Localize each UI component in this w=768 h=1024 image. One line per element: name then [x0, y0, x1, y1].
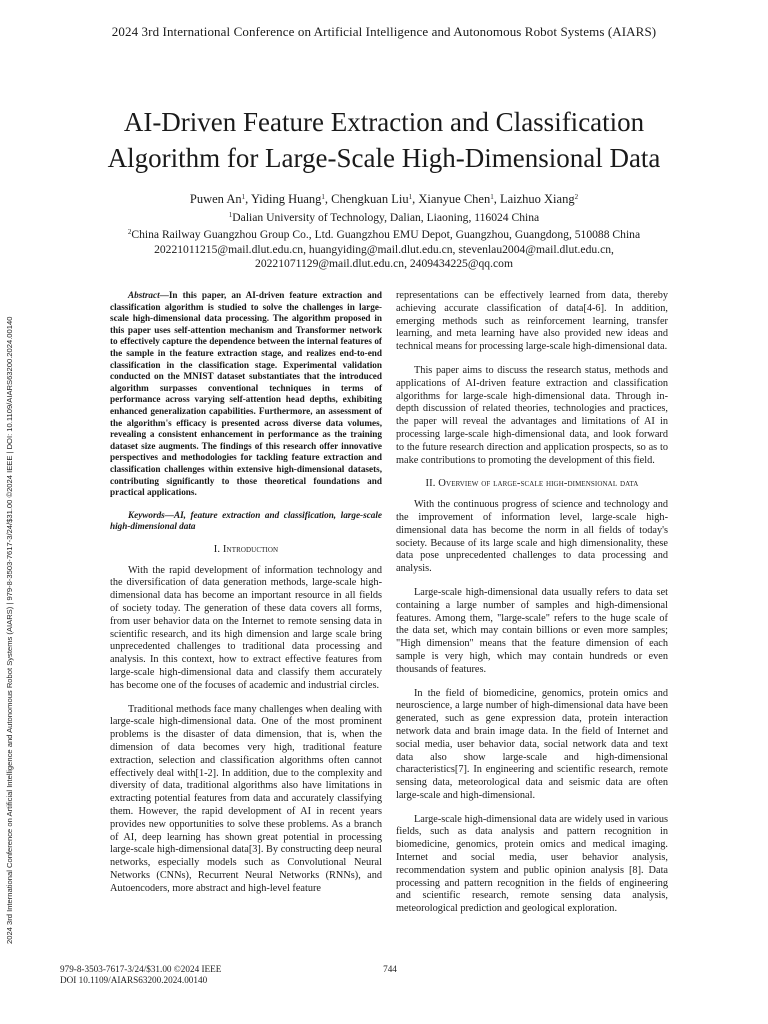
body-paragraph: Traditional methods face many challenges when dealing with large-scale high-dimensional data. One of the most prominent problems is the disaster of data dimension, that is, when the dimension of data becomes very high, traditional feature extraction, selection and classification algorithms often cannot effectively deal with[1-2]. In addition, due to the complexity and diversity of data, traditional algorithms also have limitations in extracting potential features from data and accurately classifying them. However, the rapid development of AI in recent years provides new opportunities to solve these problems. As a branch of AI, deep learning has shown great potential in processing large-scale high-dimensional data[3]. By constructing deep neural networks, especially models such as Convolutional Neural Networks (CNNs), Recurrent Neural Networks (RNNs), and Autoencoders, more abstract and high-level feature — [110, 703, 382, 894]
paper-title — [60, 104, 708, 176]
body-paragraph: Large-scale high-dimensional data usually refers to data set containing a large number of samples and high-dimensional features. Among them, "large-scale" refers to the huge scale of the data set, which may contain billions or even more samples; "High dimension" means that the feature dimension of each sample is very high, which may contain hundreds or even thousands of features. — [396, 586, 668, 675]
title-line-1: AI-Driven Feature Extraction and Classification — [123, 107, 645, 137]
left-column — [110, 290, 382, 907]
sidebar-copyright: 2024 3rd International Conference on Artificial Intelligence and Autonomous Robot Systems (AIARS) | 979-8-3503-7617-3/24/$31.00 ©2024 IEEE | DOI: 10.1109/AIARS63200.2024.00140 — [5, 316, 14, 944]
section-heading-overview: II. Overview of large-scale high-dimensional data — [425, 478, 639, 490]
right-column — [396, 290, 668, 927]
keywords-label: Keywords — [128, 509, 165, 520]
keywords-text: —AI, feature extraction and classification, large-scale high-dimensional data — [110, 509, 382, 532]
author-names: Puwen An$^1$, Yiding Huang$^1$, Chengkuan Liu$^1$, Xianyue Chen$^1$, Laizhuo Xiang$^2$ — [189, 192, 579, 206]
abstract-text: —In this paper, an AI-driven feature extraction and classification algorithm is studied to solve the challenges in large-scale high-dimensional data processing. The algorithm proposed in this paper uses self-attention mechanism and Transformer network to effectively capture the dependence between the internal features of the sample in the feature extraction stage, and realizes end-to-end classification in the classification stage. Experimental validation conducted on the MNIST dataset substantiates that the introduced algorithm surpasses conventional techniques in terms of performance across varying self-attention head depths, exhibiting enhanced generalization capabilities. Furthermore, an assessment of the algorithm's efficacy is presented across diverse data volumes, revealing a consistent enhancement in performance as the training dataset size augments. The findings of this research offer innovative perspectives and methodologies for tackling feature extraction and classification challenges within extensive high-dimensional datasets, contributing significantly to those theoretical foundations and practical applications. — [110, 290, 382, 498]
affiliation-1 — [60, 208, 708, 225]
section-heading-introduction: I. Introduction — [213, 543, 279, 555]
affiliation-2 — [60, 225, 708, 242]
author-name: Xianyue Chen — [418, 192, 491, 206]
author-emails-line-1: 20221011215@mail.dlut.edu.cn, huangyiding@mail.dlut.edu.cn, stevenlau2004@mail.dlut.edu.cn, — [154, 242, 614, 256]
affiliation-sup: 2 — [127, 228, 132, 237]
author-sup: 1 — [321, 193, 325, 201]
footer-identifiers — [60, 964, 221, 987]
body-paragraph: This paper aims to discuss the research status, methods and applications of AI-driven feature extraction and classification algorithms for large-scale high-dimensional data. Through in-depth discussion of related theories, technologies and practices, the paper will reveal the advantages and limitations of AI in processing large-scale high-dimensional data, and look forward to the future research direction and application prospects, so as to make contributions to promoting the development of this field. — [396, 364, 668, 466]
body-paragraph: With the rapid development of information technology and the diversification of data generation methods, large-scale high-dimensional data has become an important resource in all fields of society today. The generation of these data covers all forms, from user behavior data on the Internet to remote sensing data in scientific research, and its high dimension and large scale bring unprecedented challenges to traditional data processing and analysis. In this context, how to extract effective features from large-scale high-dimensional data and classify them accurately has become one of the focuses of academic and industrial circles. — [110, 564, 382, 691]
author-name: Puwen An — [189, 192, 242, 206]
affiliation-text: China Railway Guangzhou Group Co., Ltd. Guangzhou EMU Depot, Guangzhou, Guangdong, 510088 China — [131, 228, 641, 242]
title-line-2: Algorithm for Large-Scale High-Dimensional Data — [107, 143, 661, 173]
conference-header: 2024 3rd International Conference on Artificial Intelligence and Autonomous Robot Systems (AIARS) — [111, 24, 657, 39]
author-emails-line-2: 20221071129@mail.dlut.edu.cn, 2409434225@qq.com — [255, 256, 513, 270]
affiliation-sup: 1 — [228, 211, 233, 219]
keywords — [110, 510, 382, 533]
page-number: 744 — [383, 964, 397, 974]
author-name: Chengkuan Liu — [331, 192, 409, 206]
body-paragraph: representations can be effectively learned from data, thereby achieving accurate classification of data[4-6]. In addition, emerging methods such as reinforcement learning, transfer learning, and meta learning have also provided new ideas and technical means for processing large-scale high-dimensional data. — [396, 290, 668, 353]
footer-isbn: 979-8-3503-7617-3/24/$31.00 ©2024 IEEE — [60, 964, 222, 974]
author-name: Laizhuo Xiang — [499, 192, 575, 206]
title-block — [60, 104, 708, 176]
author-block — [60, 188, 708, 271]
body-paragraph: In the field of biomedicine, genomics, protein omics and neuroscience, a large number of high-dimensional data have been generated, such as gene expression data, protein interaction network data and brain image data. In the field of Internet and social media, user behavior data, social network data and text data also show large-scale and high-dimensional characteristics[7]. In engineering and scientific research, remote sensing data, meteorological data and seismic data are often large-scale and high-dimensional. — [396, 687, 668, 801]
author-sup: 2 — [574, 193, 579, 201]
author-name: Yiding Huang — [250, 192, 322, 206]
author-sup: 1 — [241, 193, 246, 201]
abstract-label: Abstract — [128, 290, 160, 300]
affiliation-text: Dalian University of Technology, Dalian, Liaoning, 116024 China — [232, 211, 540, 224]
footer-doi: DOI 10.1109/AIARS63200.2024.00140 — [60, 975, 208, 986]
abstract — [110, 290, 382, 499]
body-paragraph: With the continuous progress of science and technology and the improvement of information level, large-scale high-dimensional data has become the norm in all fields of today's society. Because of its large scale and high dimensionality, these data pose unprecedented challenges to data processing and analysis. — [396, 499, 668, 575]
author-sup: 1 — [408, 193, 413, 201]
author-sup: 1 — [490, 193, 494, 201]
body-paragraph: Large-scale high-dimensional data are widely used in various fields, such as data analysis and pattern recognition in biomedicine, genomics, protein omics and medical imaging. Internet and social media, user behavior analysis, recommendation system and public opinion analysis [8]. Data processing and pattern recognition in the fields of engineering and scientific research, remote sensing data analysis, meteorological prediction and geological exploration. — [396, 813, 668, 915]
